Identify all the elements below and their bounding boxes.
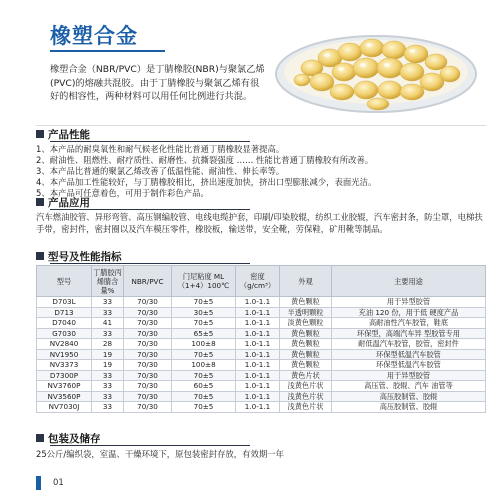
spec-table bbox=[36, 265, 486, 413]
packing-text: 25公斤/编织袋，室温、干燥环境下，原包装密封存放，有效期一年 bbox=[36, 449, 284, 459]
table-cell: D703L bbox=[37, 297, 92, 308]
table-cell: NV3560P bbox=[37, 391, 92, 402]
table-cell: 黄色颗粒 bbox=[280, 328, 332, 339]
table-cell: 黄色颗粒 bbox=[280, 297, 332, 308]
table-cell: D713 bbox=[37, 307, 92, 318]
table-cell: 70±5 bbox=[172, 391, 236, 402]
table-row bbox=[37, 391, 486, 402]
table-header-row bbox=[37, 266, 486, 297]
section-rule bbox=[50, 263, 250, 264]
table-cell: 耐低温汽车胶管，胶管，密封件 bbox=[332, 339, 486, 350]
top-divider bbox=[36, 125, 486, 126]
table-cell: 1.0-1.1 bbox=[236, 307, 280, 318]
table-cell: 黄色片状 bbox=[280, 370, 332, 381]
table-cell: 高压胶制管、胶辊 bbox=[332, 402, 486, 413]
section-rule bbox=[50, 209, 250, 210]
table-cell: 33 bbox=[92, 297, 124, 308]
application-text: 汽车燃油胶管、异形弯管、高压钢编胶管、电线电缆护套，印刷/印染胶辊，纺织工业胶辊，汽车密封条，防尘罩，电梯扶手带，密封件，密封圈以及汽车模压零件，橡胶板，输送带，安全靴，劳保鞋，矿用靴等制品。 bbox=[36, 212, 483, 234]
title-underline bbox=[50, 50, 165, 52]
section-title: 产品应用 bbox=[48, 196, 90, 209]
table-cell: 充油 120 份，用于低 硬度产品 bbox=[332, 307, 486, 318]
table-cell: 环保型，高端汽车异 型胶管专用 bbox=[332, 328, 486, 339]
table-cell: 70/30 bbox=[124, 381, 172, 392]
col-header-ratio: NBR/PVC bbox=[124, 266, 172, 297]
table-cell: 70±5 bbox=[172, 370, 236, 381]
table-cell: 70/30 bbox=[124, 297, 172, 308]
table-cell: 用于异型胶管 bbox=[332, 370, 486, 381]
list-item: 3、本产品比普通的聚氯乙烯改善了低温性能、耐油性、伸长率等。 bbox=[36, 166, 285, 176]
table-row bbox=[37, 318, 486, 329]
table-cell: 半透明颗粒 bbox=[280, 307, 332, 318]
section-title: 型号及性能指标 bbox=[48, 250, 122, 263]
table-row bbox=[37, 370, 486, 381]
table-row bbox=[37, 307, 486, 318]
table-cell: 1.0-1.1 bbox=[236, 349, 280, 360]
list-item: 4、本产品加工性能较好，与丁腈橡胶相比，挤出速度加快，挤出口型膨胀减少，表面光洁。 bbox=[36, 177, 377, 187]
table-cell: 70/30 bbox=[124, 307, 172, 318]
table-cell: 70/30 bbox=[124, 318, 172, 329]
table-row bbox=[37, 349, 486, 360]
table-row bbox=[37, 328, 486, 339]
table-cell: 黄色颗粒 bbox=[280, 339, 332, 350]
table-cell: NV2840 bbox=[37, 339, 92, 350]
section-application bbox=[36, 195, 90, 209]
page-number: 01 bbox=[53, 478, 64, 488]
section-packing bbox=[36, 431, 101, 445]
table-cell: 环保型低温汽车胶管 bbox=[332, 360, 486, 371]
table-cell: NV3760P bbox=[37, 381, 92, 392]
section-performance bbox=[36, 127, 90, 141]
table-row bbox=[37, 381, 486, 392]
table-cell: 65±5 bbox=[172, 328, 236, 339]
table-cell: 70/30 bbox=[124, 349, 172, 360]
table-cell: 19 bbox=[92, 349, 124, 360]
table-cell: 浅黄色片状 bbox=[280, 381, 332, 392]
list-item: 1、本产品的耐臭氧性和耐气候老化性能比普通丁腈橡胶显著提高。 bbox=[36, 144, 285, 154]
table-cell: 1.0-1.1 bbox=[236, 328, 280, 339]
table-cell: 1.0-1.1 bbox=[236, 402, 280, 413]
col-header-usage: 主要用途 bbox=[332, 266, 486, 297]
section-marker bbox=[36, 130, 44, 138]
col-header-appearance: 外观 bbox=[280, 266, 332, 297]
table-row bbox=[37, 297, 486, 308]
section-title: 包装及储存 bbox=[48, 432, 101, 445]
table-cell: 30±5 bbox=[172, 307, 236, 318]
page-number-marker bbox=[36, 476, 41, 490]
table-cell: 1.0-1.1 bbox=[236, 318, 280, 329]
table-cell: D7040 bbox=[37, 318, 92, 329]
performance-list bbox=[36, 144, 486, 199]
section-rule bbox=[50, 141, 250, 142]
table-cell: 高压管、胶辊、汽车 油管等 bbox=[332, 381, 486, 392]
table-cell: NV7030J bbox=[37, 402, 92, 413]
table-cell: 33 bbox=[92, 307, 124, 318]
table-cell: 黄色颗粒 bbox=[280, 349, 332, 360]
table-row bbox=[37, 402, 486, 413]
product-photo bbox=[272, 18, 480, 116]
table-cell: 环保型低温汽车胶管 bbox=[332, 349, 486, 360]
table-cell: 1.0-1.1 bbox=[236, 391, 280, 402]
table-cell: G7030 bbox=[37, 328, 92, 339]
table-cell: 黄色颗粒 bbox=[280, 360, 332, 371]
table-row bbox=[37, 339, 486, 350]
table-cell: 19 bbox=[92, 360, 124, 371]
table-cell: 1.0-1.1 bbox=[236, 297, 280, 308]
table-cell: 高压胶制管、胶辊 bbox=[332, 391, 486, 402]
table-cell: 33 bbox=[92, 381, 124, 392]
table-cell: 60±5 bbox=[172, 381, 236, 392]
section-marker bbox=[36, 434, 44, 442]
table-cell: 浅黄色片状 bbox=[280, 391, 332, 402]
table-cell: 1.0-1.1 bbox=[236, 360, 280, 371]
table-cell: 33 bbox=[92, 328, 124, 339]
table-cell: 高耐油性汽车胶管，鞋底 bbox=[332, 318, 486, 329]
section-title: 产品性能 bbox=[48, 128, 90, 141]
table-cell: 70/30 bbox=[124, 328, 172, 339]
table-cell: 1.0-1.1 bbox=[236, 381, 280, 392]
table-cell: NV1950 bbox=[37, 349, 92, 360]
table-cell: 100±8 bbox=[172, 360, 236, 371]
intro-paragraph: 橡塑合金（NBR/PVC）是丁腈橡胶(NBR)与聚氯乙烯(PVC)的熔融共混胶。由于丁腈橡胶与聚氯乙烯有很好的相容性，两种材料可以用任何比例进行共混。 bbox=[50, 64, 265, 102]
table-cell: 28 bbox=[92, 339, 124, 350]
col-header-density: 密度（g/cm³） bbox=[236, 266, 280, 297]
list-item: 5、本产品可任意着色，可用于制作彩色产品。 bbox=[36, 188, 209, 198]
table-cell: 1.0-1.1 bbox=[236, 339, 280, 350]
table-cell: 70±5 bbox=[172, 318, 236, 329]
section-marker bbox=[36, 198, 44, 206]
table-cell: 70±5 bbox=[172, 402, 236, 413]
table-cell: 淡黄色颗粒 bbox=[280, 318, 332, 329]
list-item: 2、耐油性、阻燃性、耐疗质性、耐磨性、抗撕裂强度 …… 性能比普通丁腈橡胶有所改善。 bbox=[36, 155, 374, 165]
col-header-model: 型号 bbox=[37, 266, 92, 297]
table-cell: 70/30 bbox=[124, 391, 172, 402]
table-cell: 70±5 bbox=[172, 297, 236, 308]
table-cell: 33 bbox=[92, 402, 124, 413]
table-cell: 70/30 bbox=[124, 370, 172, 381]
table-cell: D7300P bbox=[37, 370, 92, 381]
table-cell: 1.0-1.1 bbox=[236, 370, 280, 381]
section-marker bbox=[36, 252, 44, 260]
table-row bbox=[37, 360, 486, 371]
col-header-mooney: 门尼粘度 ML（1+4）100℃ bbox=[172, 266, 236, 297]
table-cell: 33 bbox=[92, 391, 124, 402]
table-cell: 70/30 bbox=[124, 339, 172, 350]
table-cell: 41 bbox=[92, 318, 124, 329]
table-cell: 33 bbox=[92, 370, 124, 381]
table-cell: 用于异型胶管 bbox=[332, 297, 486, 308]
table-cell: 70/30 bbox=[124, 360, 172, 371]
table-cell: 浅黄色片状 bbox=[280, 402, 332, 413]
table-cell: 100±8 bbox=[172, 339, 236, 350]
table-cell: NV3373 bbox=[37, 360, 92, 371]
col-header-acn: 丁腈胶丙烯腈含量% bbox=[93, 267, 122, 295]
section-rule bbox=[50, 445, 250, 446]
table-cell: 70/30 bbox=[124, 402, 172, 413]
table-cell: 70±5 bbox=[172, 349, 236, 360]
section-specs bbox=[36, 249, 122, 263]
page-title: 橡塑合金 bbox=[50, 24, 138, 48]
